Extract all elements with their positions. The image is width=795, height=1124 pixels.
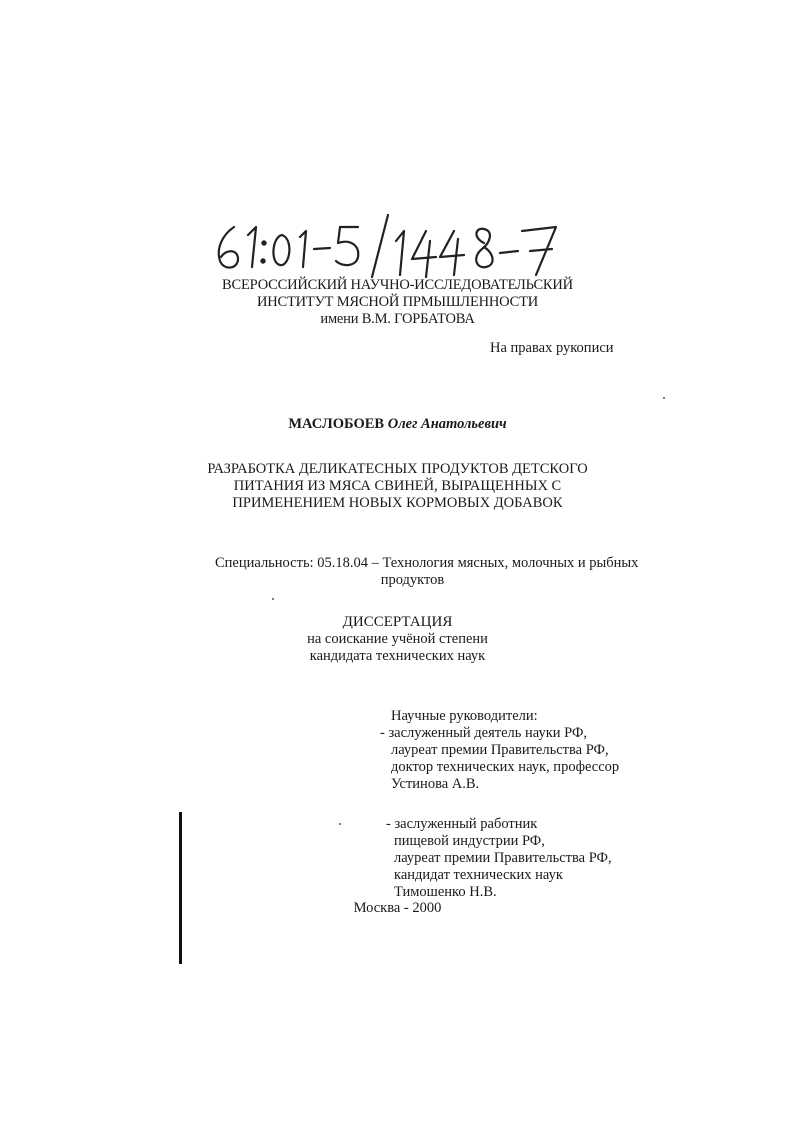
scientific-advisors [380, 708, 619, 901]
degree-statement [0, 614, 795, 665]
advisor-2-line: лауреат премии Правительства РФ, [394, 850, 612, 866]
specialty [215, 555, 638, 589]
specialty-line-1: Специальность: 05.18.04 – Технология мясных, молочных и рыбных [215, 555, 639, 571]
institute-name [0, 277, 795, 328]
institute-line-3: имени В.М. ГОРБАТОВА [320, 311, 475, 327]
dissertation-heading: ДИССЕРТАЦИЯ [342, 614, 453, 630]
author-given-name: Олег Анатольевич [387, 416, 507, 432]
institute-line-2: ИНСТИТУТ МЯСНОЙ ПРМЫШЛЕННОСТИ [256, 294, 538, 310]
advisors-heading: Научные руководители: [391, 708, 538, 724]
advisor-2-line: - заслуженный работник [386, 816, 538, 832]
rights-note: На правах рукописи [490, 340, 614, 356]
advisor-1-line: лауреат премии Правительства РФ, [391, 742, 609, 758]
dissertation-title [0, 461, 795, 512]
author-surname: МАСЛОБОЕВ [288, 416, 385, 432]
specialty-line-2: продуктов [380, 572, 445, 588]
advisor-2-line: кандидат технических наук [394, 867, 563, 883]
advisor-2-name: Тимошенко Н.В. [394, 884, 497, 900]
scan-speck [272, 598, 274, 600]
advisor-2-line: пищевой индустрии РФ, [394, 833, 545, 849]
scan-speck [339, 823, 341, 825]
title-line-3: ПРИМЕНЕНИЕМ НОВЫХ КОРМОВЫХ ДОБАВОК [232, 495, 563, 511]
degree-line-1: на соискание учёной степени [307, 631, 488, 647]
handwritten-catalog-number [200, 205, 600, 285]
handwritten-number-text [600, 205, 601, 206]
city-year: Москва - 2000 [353, 900, 442, 916]
advisor-1-line: - заслуженный деятель науки РФ, [380, 725, 588, 741]
title-line-2: ПИТАНИЯ ИЗ МЯСА СВИНЕЙ, ВЫРАЩЕННЫХ С [233, 478, 562, 494]
degree-line-2: кандидата технических наук [309, 648, 486, 664]
advisor-1-name: Устинова А.В. [391, 776, 480, 792]
author-name [0, 416, 795, 433]
scan-speck [663, 397, 665, 399]
institute-line-1: ВСЕРОССИЙСКИЙ НАУЧНО-ИССЛЕДОВАТЕЛЬСКИЙ [222, 277, 573, 293]
title-line-1: РАЗРАБОТКА ДЕЛИКАТЕСНЫХ ПРОДУКТОВ ДЕТСКОГО [207, 461, 588, 477]
scan-edge-mark [179, 812, 182, 964]
advisor-1-line: доктор технических наук, профессор [391, 759, 620, 775]
